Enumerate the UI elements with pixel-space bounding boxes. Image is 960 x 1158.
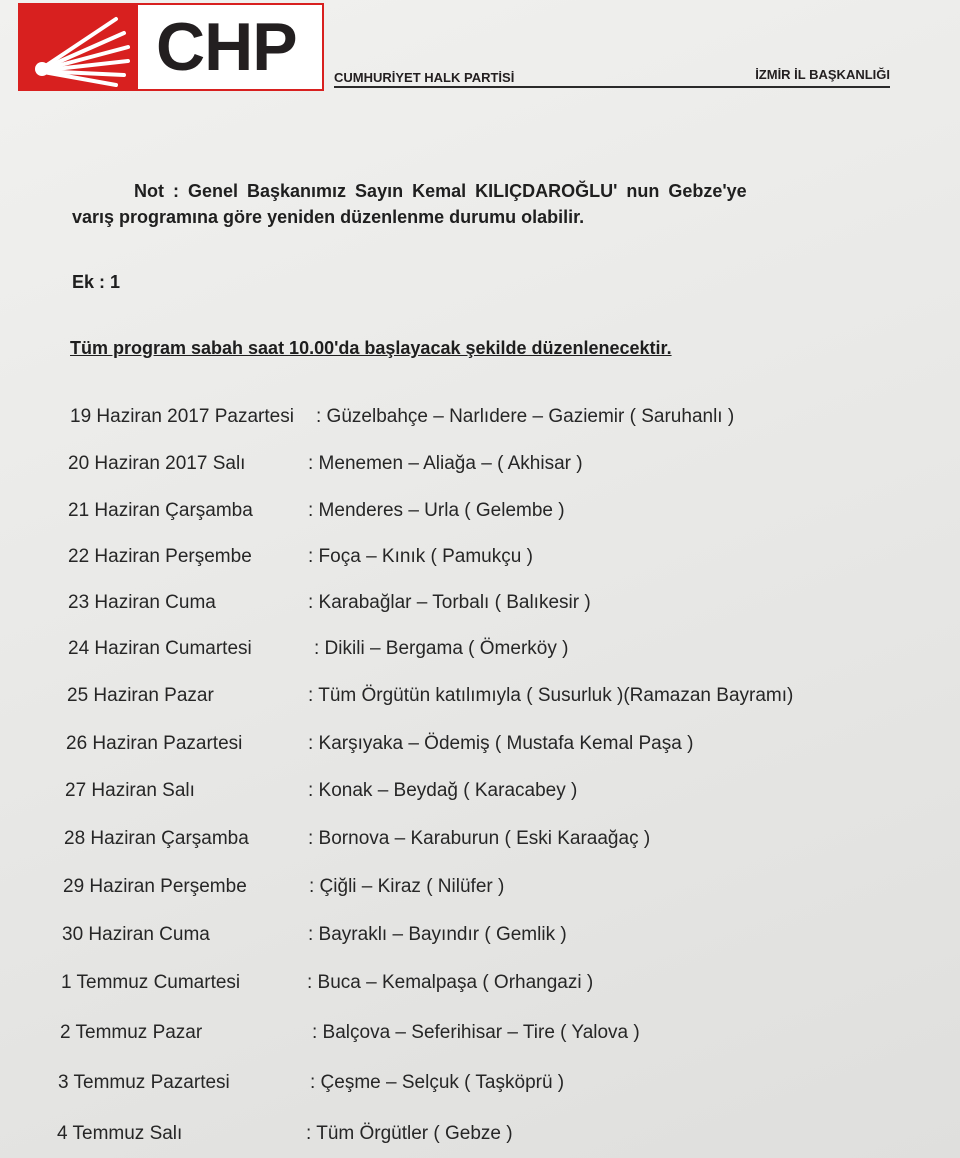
branch-name: İZMİR İL BAŞKANLIĞI [755,67,890,82]
logo-text: CHP [156,9,297,85]
program-title: Tüm program sabah saat 10.00'da başlayacak şekilde düzenlenecektir. [70,338,672,358]
schedule-date: 22 Haziran Perşembe [68,546,252,567]
schedule-date: 27 Haziran Salı [65,780,195,801]
schedule-date: 1 Temmuz Cumartesi [61,972,241,993]
schedule-date: 4 Temmuz Salı [57,1123,183,1144]
schedule-locations: : Çeşme – Selçuk ( Taşköprü ) [310,1072,565,1093]
schedule-locations: : Tüm Örgütün katılımıyla ( Susurluk )(Ramazan Bayramı) [308,685,794,706]
schedule-date: 24 Haziran Cumartesi [68,638,252,659]
schedule-locations: : Foça – Kınık ( Pamukçu ) [308,546,533,567]
schedule-date: 21 Haziran Çarşamba [68,500,253,521]
schedule-locations: : Buca – Kemalpaşa ( Orhangazi ) [307,972,594,993]
schedule-date: 19 Haziran 2017 Pazartesi [70,406,294,427]
schedule-locations: : Konak – Beydağ ( Karacabey ) [308,780,578,801]
party-name: CUMHURİYET HALK PARTİSİ [334,70,515,85]
schedule-locations: : Menderes – Urla ( Gelembe ) [308,500,565,521]
schedule-date: 28 Haziran Çarşamba [64,828,249,849]
schedule-date: 30 Haziran Cuma [62,924,210,945]
note-line-1: Not : Genel Başkanımız Sayın Kemal KILIÇDAROĞLU' nun Gebze'ye [134,181,747,201]
schedule-locations: : Dikili – Bergama ( Ömerköy ) [314,638,569,659]
schedule-locations: : Karabağlar – Torbalı ( Balıkesir ) [308,592,591,613]
schedule-date: 3 Temmuz Pazartesi [58,1072,230,1093]
schedule-locations: : Bayraklı – Bayındır ( Gemlik ) [308,924,567,945]
note-line-2: varış programına göre yeniden düzenlenme durumu olabilir. [72,207,585,227]
schedule-locations: : Menemen – Aliağa – ( Akhisar ) [308,453,583,474]
schedule-locations: : Bornova – Karaburun ( Eski Karaağaç ) [308,828,651,849]
schedule-date: 25 Haziran Pazar [67,685,214,706]
schedule-date: 2 Temmuz Pazar [60,1022,203,1043]
schedule-date: 23 Haziran Cuma [68,592,216,613]
schedule-locations: : Karşıyaka – Ödemiş ( Mustafa Kemal Paşa ) [308,733,694,754]
schedule-locations: : Balçova – Seferihisar – Tire ( Yalova ) [312,1022,640,1043]
schedule-locations: : Çiğli – Kiraz ( Nilüfer ) [309,876,505,897]
schedule-date: 29 Haziran Perşembe [63,876,247,897]
schedule-locations: : Güzelbahçe – Narlıdere – Gaziemir ( Saruhanlı ) [316,406,735,427]
schedule-date: 26 Haziran Pazartesi [66,733,243,754]
schedule-locations: : Tüm Örgütler ( Gebze ) [306,1123,513,1144]
attachment-label: Ek : 1 [72,272,121,292]
schedule-date: 20 Haziran 2017 Salı [68,453,246,474]
